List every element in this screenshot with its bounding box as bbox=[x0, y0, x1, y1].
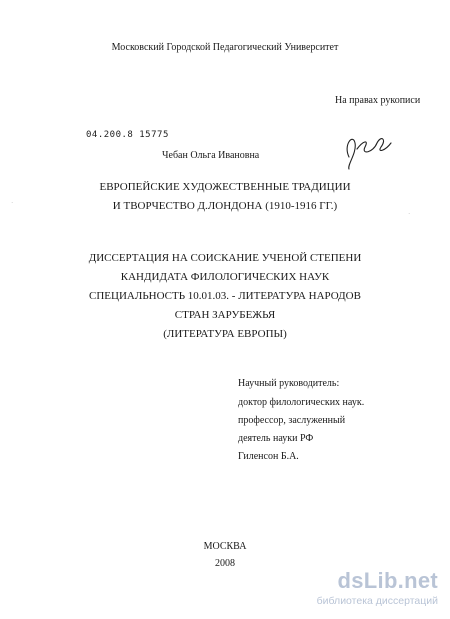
signature-icon bbox=[335, 125, 395, 175]
supervisor-label: Научный руководитель: bbox=[238, 378, 340, 389]
year: 2008 bbox=[215, 558, 235, 569]
city: МОСКВА bbox=[203, 541, 247, 552]
supervisor-degree: доктор филологических наук. bbox=[238, 397, 365, 408]
watermark-logo: dsLib.net bbox=[337, 568, 438, 593]
rights-note: На правах рукописи bbox=[335, 95, 421, 106]
thesis-title-line-2: И ТВОРЧЕСТВО Д.ЛОНДОНА (1910-1916 ГГ.) bbox=[112, 200, 338, 212]
author-name: Чебан Ольга Ивановна bbox=[162, 150, 260, 161]
scan-speck: · bbox=[408, 210, 411, 218]
university-name: Московский Городской Педагогический Университет bbox=[111, 42, 339, 53]
dissertation-line-2: КАНДИДАТА ФИЛОЛОГИЧЕСКИХ НАУК bbox=[120, 271, 330, 283]
thesis-title-line-1: ЕВРОПЕЙСКИЕ ХУДОЖЕСТВЕННЫЕ ТРАДИЦИИ bbox=[99, 181, 351, 193]
dissertation-line-1: ДИССЕРТАЦИЯ НА СОИСКАНИЕ УЧЕНОЙ СТЕПЕНИ bbox=[88, 252, 362, 264]
supervisor-honor: деятель науки РФ bbox=[238, 433, 314, 444]
watermark-subtitle: библиотека диссертаций bbox=[316, 595, 438, 607]
supervisor-title: профессор, заслуженный bbox=[238, 415, 346, 426]
dissertation-line-4: СТРАН ЗАРУБЕЖЬЯ bbox=[174, 309, 276, 321]
supervisor-name: Гиленсон Б.А. bbox=[238, 451, 299, 462]
dissertation-line-5: (ЛИТЕРАТУРА ЕВРОПЫ) bbox=[163, 328, 287, 340]
registration-stamp: 04.200.8 15775 bbox=[86, 130, 169, 140]
dissertation-line-3: СПЕЦИАЛЬНОСТЬ 10.01.03. - ЛИТЕРАТУРА НАРОДОВ bbox=[89, 290, 361, 302]
dslib-watermark bbox=[276, 568, 450, 619]
scan-speck: · bbox=[11, 199, 14, 207]
